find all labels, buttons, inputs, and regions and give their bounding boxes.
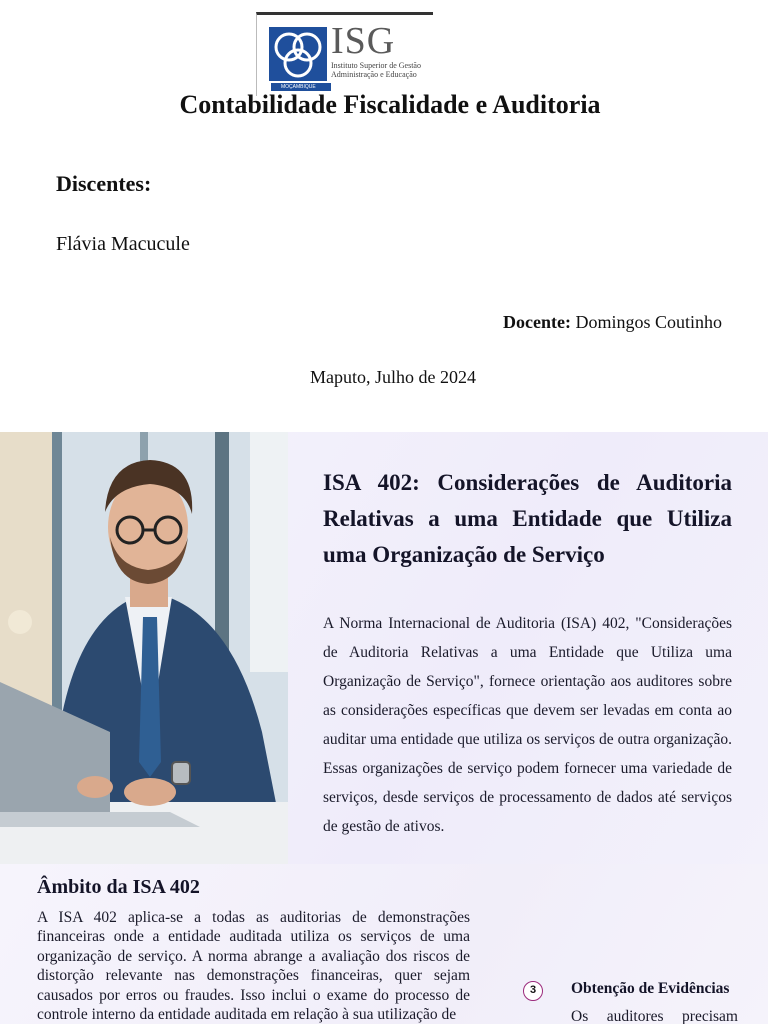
logo-emblem-icon <box>269 27 327 81</box>
step-number-badge: 3 <box>523 981 543 1001</box>
logo-country: MOÇAMBIQUE <box>271 83 331 91</box>
document-title: Contabilidade Fiscalidade e Auditoria <box>179 90 601 119</box>
slide1-body: A Norma Internacional de Auditoria (ISA) 402, "Considerações de Auditoria Relativas a uma Entidade que Utiliza uma Organização de Serviço", fornece orientação aos auditores sobre as considerações específicas que devem ser levadas em conta ao auditar uma entidade que utiliza os serviços de outra organização. Essas organizações de serviço podem fornecer uma variedade de serviços, desde serviços de processamento de dados até serviços de gestão de ativos. <box>323 615 732 835</box>
logo-subtitle-line-2: Administração e Educação <box>331 70 417 79</box>
cover-page <box>0 0 768 432</box>
slide-isa-402-intro <box>0 432 768 864</box>
scope-heading: Âmbito da ISA 402 <box>37 876 200 898</box>
logo-subtitle <box>331 61 431 79</box>
slide1-title: ISA 402: Considerações de Auditoria Relativas a uma Entidade que Utiliza uma Organização de Serviço <box>323 470 732 567</box>
students-label: Discentes: <box>56 171 152 196</box>
scope-body: A ISA 402 aplica-se a todas as auditorias de demonstrações financeiras onde a entidade auditada utiliza os serviços de uma organização de serviço. A norma abrange a avaliação dos riscos de distorção relevante nas demonstrações financeiras, quer sejam causados por erros ou fraudes. Isso inclui o exame do processo de controle interno da entidade auditada em relação à sua utilização de <box>37 909 470 1024</box>
logo-acronym: ISG <box>331 20 396 62</box>
step-title: Obtenção de Evidências <box>571 980 730 997</box>
teacher-label: Docente: <box>503 312 571 332</box>
logo-subtitle-line-1: Instituto Superior de Gestão <box>331 61 421 70</box>
place-date: Maputo, Julho de 2024 <box>310 367 476 387</box>
student-name: Flávia Macucule <box>56 233 190 255</box>
teacher-name: Domingos Coutinho <box>575 312 722 332</box>
step-text: Os auditores precisam <box>571 1008 738 1024</box>
slide-isa-402-scope <box>0 864 768 1024</box>
teacher-line <box>503 312 722 333</box>
businessman-laptop-photo <box>0 432 288 864</box>
isg-logo <box>256 12 433 96</box>
